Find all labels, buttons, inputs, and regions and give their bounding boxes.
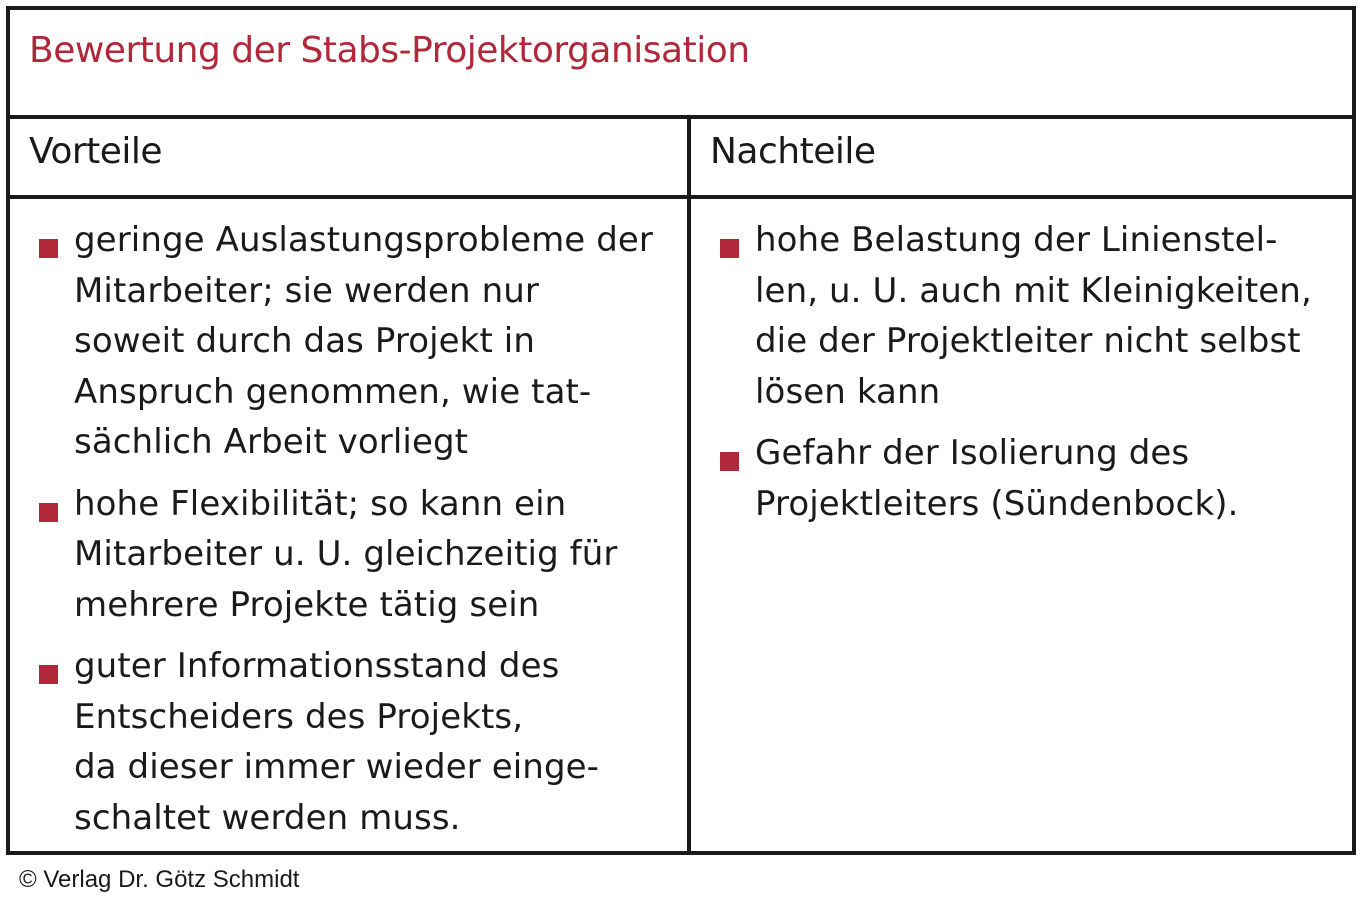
text-line: guter Informationsstand des [74, 646, 560, 686]
text-line: Mitarbeiter u. U. gleichzeitig für [74, 534, 618, 574]
list-item [691, 215, 1352, 417]
text-line: soweit durch das Projekt in [74, 321, 536, 361]
text-line: mehrere Projekte tätig sein [74, 584, 540, 625]
list-item-text [74, 479, 687, 631]
text-line: geringe Auslastungsprobleme der [74, 220, 654, 260]
list-item-text [755, 428, 1352, 529]
text-line: sächlich Arbeit vorliegt [74, 422, 469, 462]
text-line: hohe Belastung der Linienstel- [755, 220, 1278, 260]
disadvantages-column [691, 119, 1352, 851]
disadvantages-heading: Nachteile [710, 131, 876, 172]
copyright-notice: © Verlag Dr. Götz Schmidt [19, 866, 300, 893]
text-line: hohe Flexibilität; so kann ein [74, 483, 567, 524]
list-item [10, 641, 687, 843]
text-line: da dieser immer wieder einge- [74, 747, 600, 787]
list-item-text [74, 215, 687, 468]
disadvantages-header [691, 119, 1352, 199]
text-line: len, u. U. auch mit Kleinigkeiten, [755, 270, 1312, 311]
list-item-text [755, 215, 1352, 417]
advantages-list [10, 215, 687, 854]
square-bullet-icon [720, 452, 739, 471]
disadvantages-list [691, 215, 1352, 540]
text-line: Entscheiders des Projekts, [74, 696, 524, 737]
square-bullet-icon [39, 665, 58, 684]
advantages-header [10, 119, 687, 199]
text-line: Anspruch genommen, wie tat- [74, 371, 592, 412]
square-bullet-icon [39, 503, 58, 522]
square-bullet-icon [39, 239, 58, 258]
list-item [691, 428, 1352, 529]
advantages-column [10, 119, 687, 851]
list-item [10, 215, 687, 468]
text-line: lösen kann [755, 371, 941, 412]
table-title-row [10, 10, 1352, 119]
text-line: Mitarbeiter; sie werden nur [74, 270, 539, 311]
list-item-text [74, 641, 687, 843]
table-title: Bewertung der Stabs-Projektorganisation [29, 30, 750, 71]
evaluation-table [6, 6, 1356, 855]
text-line: schaltet werden muss. [74, 797, 461, 838]
text-line: Projektleiters (Sündenbock). [755, 483, 1239, 524]
text-line: die der Projektleiter nicht selbst [755, 321, 1301, 361]
list-item [10, 479, 687, 631]
advantages-heading: Vorteile [29, 131, 163, 172]
square-bullet-icon [720, 239, 739, 258]
text-line: Gefahr der Isolierung des [755, 433, 1190, 473]
